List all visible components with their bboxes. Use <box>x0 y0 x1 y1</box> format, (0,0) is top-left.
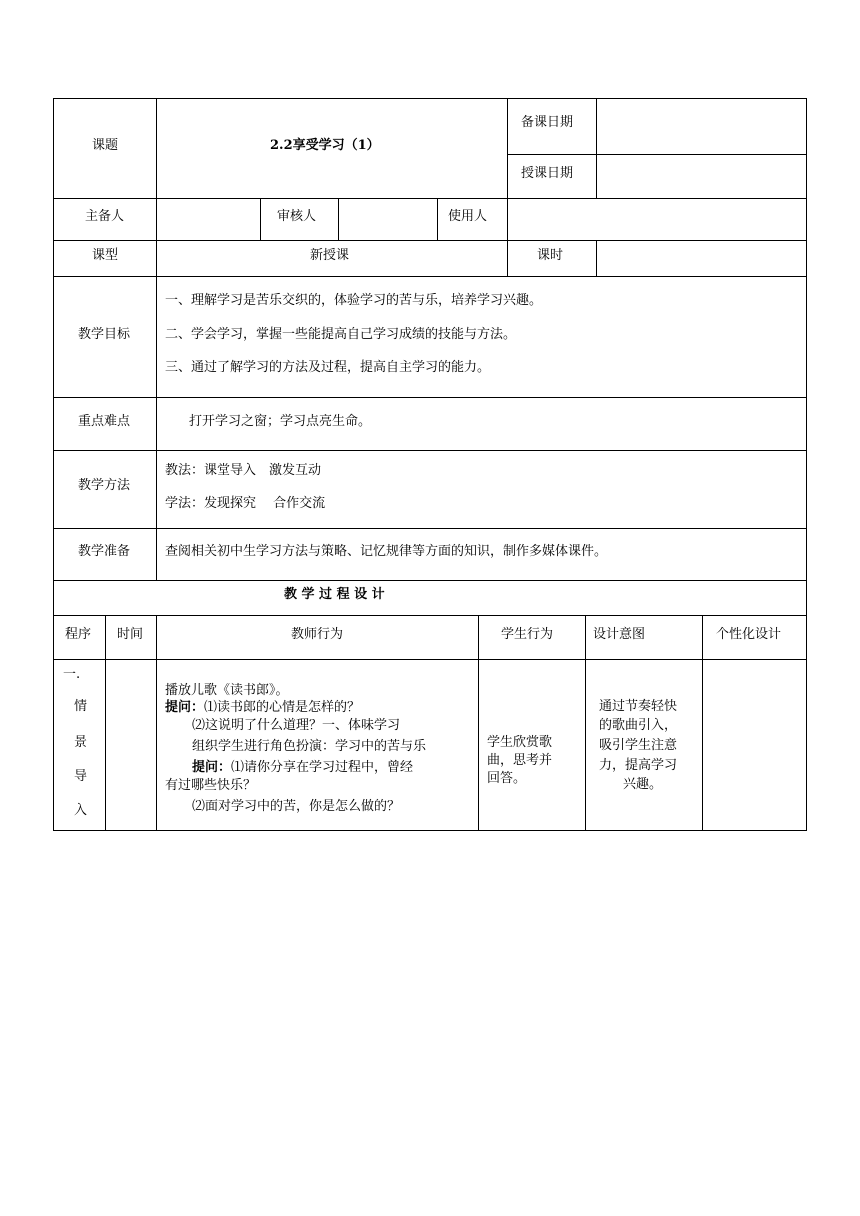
prep-date-label: 备课日期 <box>521 115 574 130</box>
lead-value-cell <box>156 198 261 241</box>
teacher-line-text: 播放儿歌《读书郎》。 <box>165 683 289 698</box>
teacher-line-text: ⑴读书郎的心情是怎样的？ <box>204 700 361 715</box>
teach-date-label: 授课日期 <box>521 166 574 181</box>
prep-value: 查阅相关初中生学习方法与策略、记忆规律等方面的知识，制作多媒体课件。 <box>165 544 608 559</box>
col-student: 学生行为 <box>501 627 554 642</box>
teacher-line-text: ⑴请你分享在学习过程中，曾经 <box>231 760 414 775</box>
topic-value: 2.2享受学习（1） <box>270 138 380 153</box>
teach-method: 教法：课堂导入 激发互动 <box>165 463 322 478</box>
process-title-cell <box>53 580 807 616</box>
teach-date-value-cell <box>596 154 807 199</box>
learn-method: 学法：发现探究 合作交流 <box>165 496 326 511</box>
process-title: 教 学 过 程 设 计 <box>284 587 385 602</box>
prep-date-value-cell <box>596 98 807 155</box>
key-points-label: 重点难点 <box>78 414 131 429</box>
col-intent: 设计意图 <box>593 627 646 642</box>
teacher-line-text: 有过哪些快乐？ <box>165 778 257 793</box>
student-line: 学生欣赏歌 <box>487 735 553 750</box>
teacher-line <box>192 714 400 733</box>
col-personal: 个性化设计 <box>716 627 782 642</box>
goals-label: 教学目标 <box>78 327 131 342</box>
reviewer-value-cell <box>338 198 438 241</box>
user-value-cell <box>507 198 807 241</box>
intent-line: 吸引学生注意 <box>599 738 678 753</box>
teacher-line-bold: 提问： <box>165 700 205 715</box>
topic-label: 课题 <box>92 138 119 153</box>
teacher-line <box>165 774 256 793</box>
col-time: 时间 <box>117 627 144 642</box>
intent-line: 兴趣。 <box>623 777 663 792</box>
hours-label: 课时 <box>537 248 564 263</box>
goal-item: 一、理解学习是苦乐交织的，体验学习的苦与乐，培养学习兴趣。 <box>165 293 543 308</box>
teacher-line-text: ⑵面对学习中的苦，你是怎么做的？ <box>192 799 401 814</box>
goal-item: 二、学会学习，掌握一些能提高自己学习成绩的技能与方法。 <box>165 327 517 342</box>
col-teacher: 教师行为 <box>291 627 344 642</box>
teacher-line-bold: 提问： <box>192 760 232 775</box>
intent-line: 通过节奏轻快 <box>599 699 678 714</box>
goal-item: 三、通过了解学习的方法及过程，提高自主学习的能力。 <box>165 360 491 375</box>
step-line: 一. <box>63 667 81 682</box>
user-label: 使用人 <box>448 209 488 224</box>
reviewer-label: 审核人 <box>277 209 317 224</box>
prep-label: 教学准备 <box>78 544 131 559</box>
hours-value-cell <box>596 240 807 277</box>
student-line: 曲，思考并 <box>487 753 553 768</box>
col-step: 程序 <box>65 627 92 642</box>
time-cell <box>105 659 157 831</box>
key-points-value: 打开学习之窗；学习点亮生命。 <box>189 414 372 429</box>
step-line: 景 <box>74 735 88 750</box>
teacher-line <box>192 795 400 814</box>
lead-label: 主备人 <box>85 209 125 224</box>
intent-line: 力，提高学习 <box>599 758 678 773</box>
teacher-line-text: ⑵这说明了什么道理？一、体味学习 <box>192 718 401 733</box>
personal-cell <box>702 659 807 831</box>
intent-line: 的歌曲引入， <box>599 718 678 733</box>
type-label: 课型 <box>92 248 119 263</box>
step-line: 入 <box>74 803 88 818</box>
methods-label: 教学方法 <box>78 478 131 493</box>
teacher-line <box>192 735 426 754</box>
teacher-line-text: 组织学生进行角色扮演：学习中的苦与乐 <box>192 739 427 754</box>
step-line: 情 <box>74 699 88 714</box>
teacher-line <box>192 756 413 775</box>
type-value: 新授课 <box>310 248 350 263</box>
step-line: 导 <box>74 769 88 784</box>
teacher-line <box>165 696 360 715</box>
student-line: 回答。 <box>487 771 527 786</box>
